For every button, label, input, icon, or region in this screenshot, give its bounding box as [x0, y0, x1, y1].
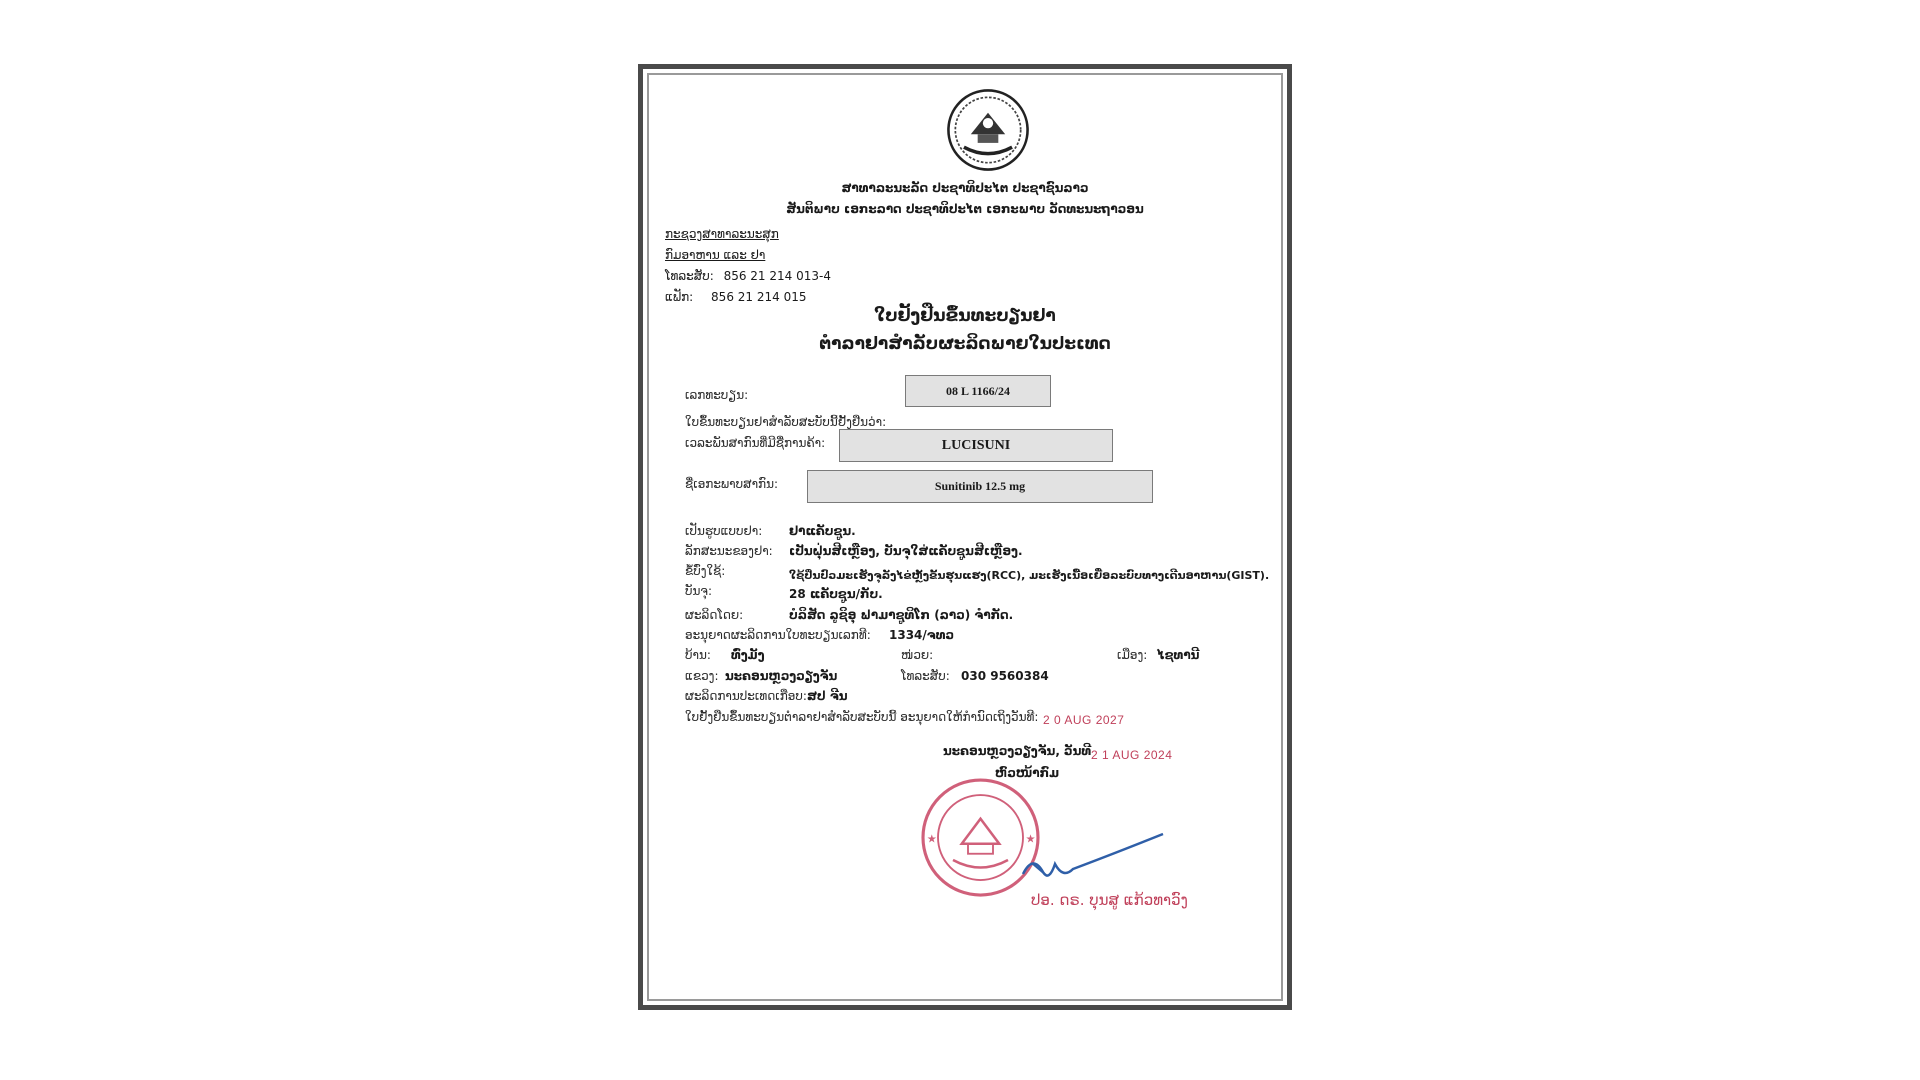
fax-row — [665, 290, 806, 304]
district-value: ໄຊທານີ — [1157, 648, 1200, 662]
registration-certificate — [638, 64, 1292, 1010]
generic-name-box: Sunitinib 12.5 mg — [807, 470, 1153, 503]
detail-label: ເປັນຮູບແບບຢາ: — [685, 524, 763, 538]
detail-value: ເປັນຝຸ່ນສີເຫຼືອງ, ບັນຈຸໃສ່ແຄັບຊູນສີເຫຼືອງ. — [789, 544, 1023, 558]
issue-place: ນະຄອນຫຼວງວຽງຈັນ, ວັນທີ — [943, 744, 1092, 758]
phone-row — [665, 269, 831, 283]
fax-value: 856 21 214 015 — [711, 290, 807, 304]
license-label: ອະນຸຍາດຜະລິດການໃບທະບຽນເລກທີ: — [685, 628, 871, 642]
origin-value: ສປ ຈີນ — [807, 689, 848, 703]
registration-number-label: ເລກທະບຽນ: — [685, 388, 749, 402]
village-value: ທົ່ງມັງ — [731, 648, 765, 662]
national-emblem-icon — [945, 87, 1031, 173]
registration-number-box: 08 L 1166/24 — [905, 375, 1051, 407]
phone-label: ໂທລະສັບ: — [665, 269, 714, 283]
certificate-title: ໃບຢັ້ງຢືນຂຶ້ນທະບຽນຢາ — [874, 306, 1056, 326]
generic-name-label: ຊື່ເອກະພາບສາກົນ: — [685, 477, 779, 491]
header-line-2: ສັນຕິພາບ ເອກະລາດ ປະຊາທິປະໄຕ ເອກະພາບ ວັດທະນະຖາວອນ — [786, 202, 1144, 216]
detail-label: ຂໍ້ບົ່ງໃຊ້: — [685, 564, 726, 578]
unit-label: ໜ່ວຍ: — [901, 648, 934, 662]
phone-value: 856 21 214 013-4 — [723, 269, 831, 283]
origin-label: ຜະລິດການປະເທດເກືອບ: — [685, 689, 807, 703]
province-label: ແຂວງ: — [685, 669, 719, 683]
signature-icon — [1013, 824, 1173, 894]
department-name: ກົມອາຫານ ແລະ ຢາ — [665, 248, 766, 262]
validity-date-stamp: 2 0 AUG 2027 — [1043, 713, 1125, 727]
license-value: 1334/ຈທວ — [889, 628, 955, 642]
signatory-role: ຫົວໜ້າກົມ — [995, 766, 1060, 780]
trade-name-box: LUCISUNI — [839, 429, 1113, 462]
fax-label: ແຟັກ: — [665, 290, 694, 304]
province-value: ນະຄອນຫຼວງວຽງຈັນ — [725, 669, 838, 683]
tel-value: 030 9560384 — [961, 669, 1049, 683]
ministry-name: ກະຊວງສາທາລະນະສຸກ — [665, 227, 779, 241]
detail-value: 28 ແຄັບຊູນ/ກັບ. — [789, 587, 883, 601]
header-line-1: ສາທາລະນະລັດ ປະຊາທິປະໄຕ ປະຊາຊົນລາວ — [841, 181, 1089, 195]
detail-value: ຢາແຄັບຊູນ. — [789, 524, 856, 538]
signatory-name: ປອ. ດຣ. ບຸນສູ ແກ້ວທາວົງ — [1031, 891, 1188, 909]
issue-date-stamp: 2 1 AUG 2024 — [1091, 748, 1173, 762]
svg-text:★: ★ — [926, 832, 937, 846]
detail-label: ລັກສະນະຂອງຢາ: — [685, 544, 773, 558]
district-label: ເມືອງ: — [1117, 648, 1148, 662]
detail-value: ໃຊ້ປິ່ນປົວມະເຮັງຈຸລັງໄຂ່ຫຼັງຂັ້ນຮຸນແຮງ(RCC), ມະເຮັງເນື້ອເຍື່ອລະບົບທາງເດີນອາຫານ(GIST). — [789, 569, 1270, 582]
validity-text: ໃບຢັ້ງຢືນຂຶ້ນທະບຽນຕໍາລາຢາສໍາລັບສະບັບນີ້ ອະນຸຍາດໃຫ້ກໍານົດເຖິງວັນທີ: — [685, 710, 1039, 724]
tel-label: ໂທລະສັບ: — [901, 669, 950, 683]
detail-label: ບັນຈຸ: — [685, 584, 712, 598]
svg-text:★: ★ — [1025, 832, 1036, 846]
trade-name-label: ເວລະພັນສາກົນທີ່ມີຊື່ການຄ້າ: — [685, 436, 826, 450]
village-label: ບ້ານ: — [685, 648, 711, 662]
detail-label: ຜະລິດໂດຍ: — [685, 608, 744, 622]
certify-text: ໃບຂຶ້ນທະບຽນຢາສໍາລັບສະບັບນີ້ຢັ້ງຢືນວ່າ: — [685, 415, 887, 429]
detail-value: ບໍລິສັດ ລູຊິອຸ ຟາມາຊູທິໂກ (ລາວ) ຈໍາກັດ. — [789, 608, 1014, 622]
certificate-subtitle: ຕໍາລາຢາສໍາລັບຜະລິດພາຍໃນປະເທດ — [819, 334, 1111, 354]
